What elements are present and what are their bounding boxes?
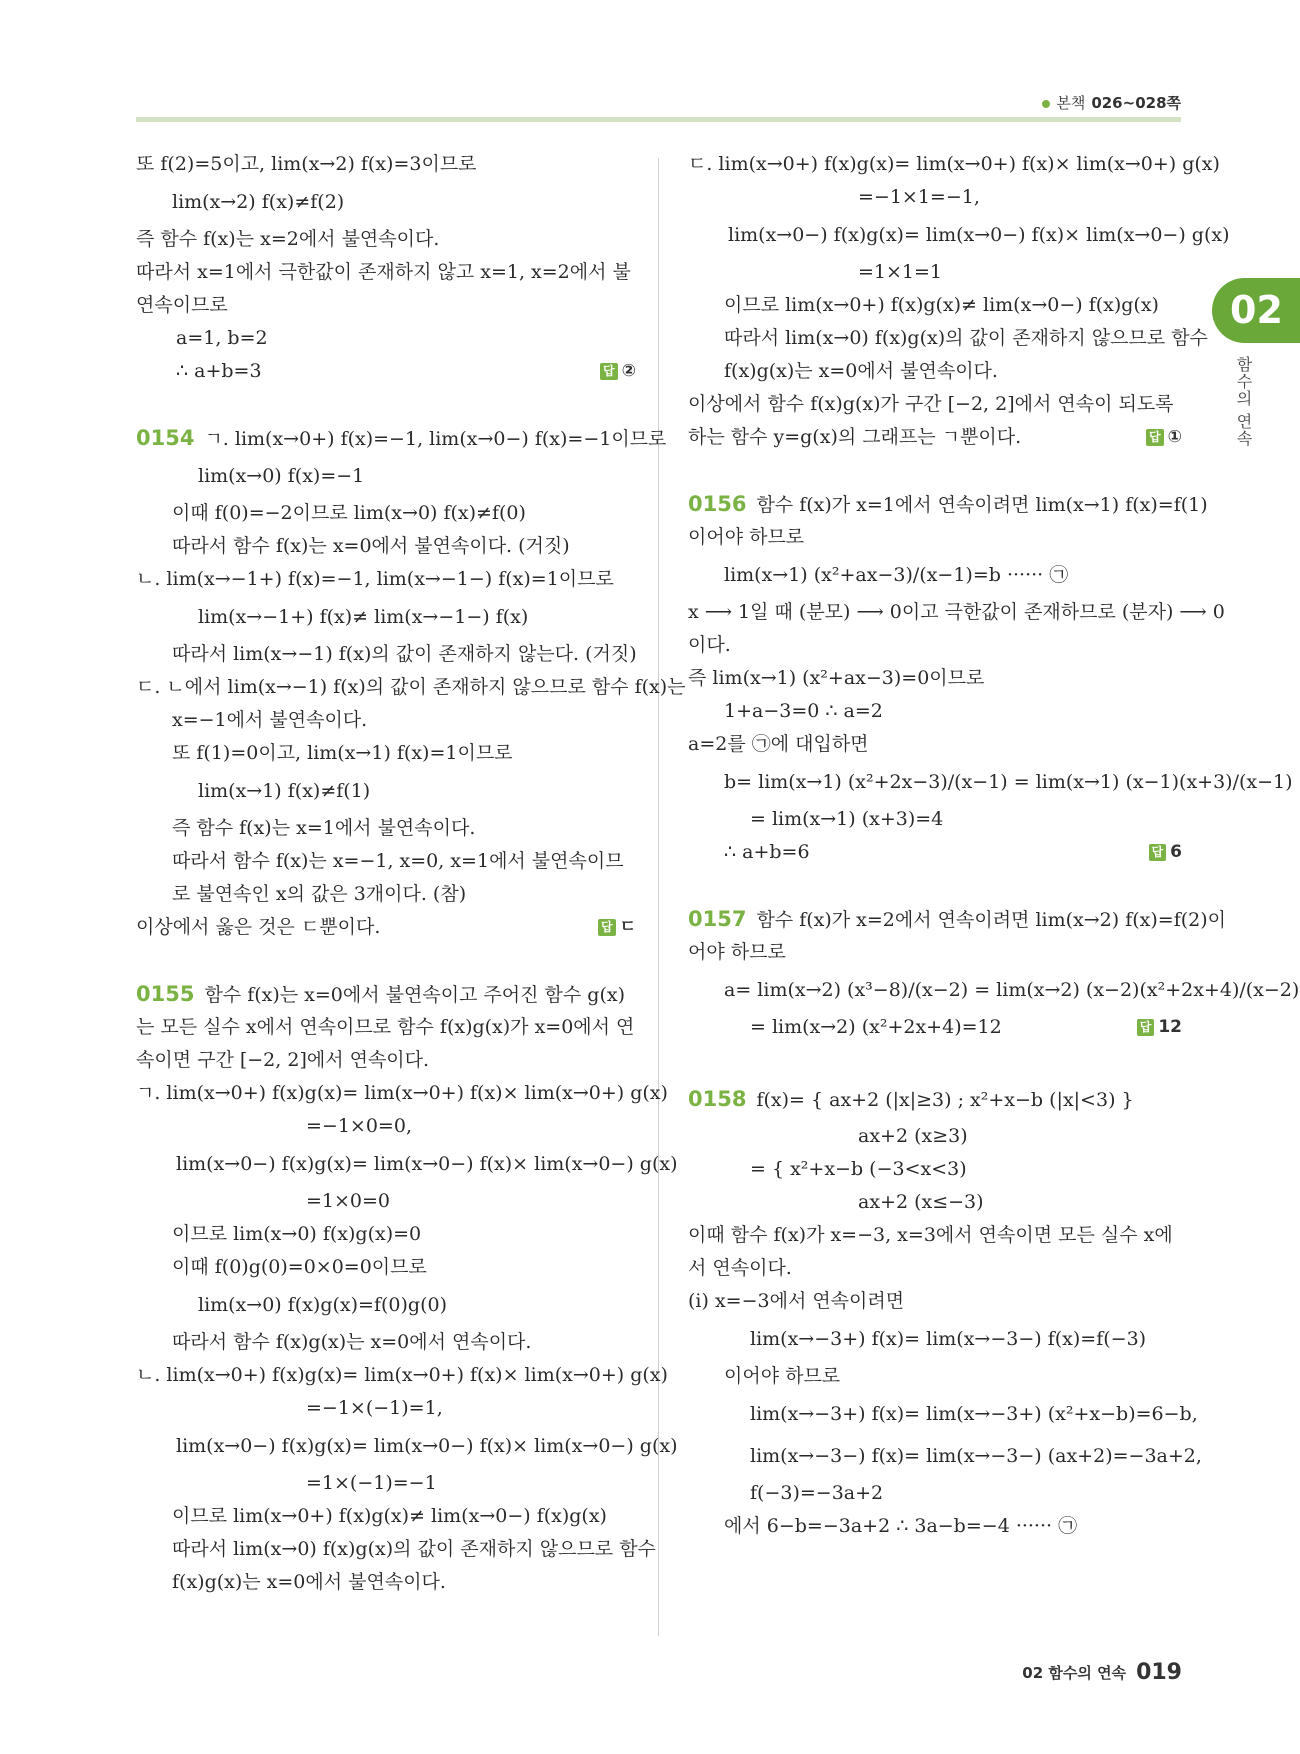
line-text: f(x)= { ax+2 (|x|≥3) ; x²+x−b (|x|<3) } (756, 1089, 1134, 1111)
answer-badge-icon: 답 (1137, 1019, 1155, 1036)
text-line (688, 728, 1182, 761)
text-line (688, 836, 1182, 869)
text-line (136, 596, 636, 638)
problem-number: 0156 (688, 492, 747, 516)
text-line (688, 803, 1182, 836)
text-line (688, 289, 1182, 322)
line-text: (ⅰ) x=−3에서 연속이려면 (688, 1290, 905, 1312)
text-line (688, 1285, 1182, 1318)
problem-number: 0155 (136, 982, 195, 1006)
answer-value: 12 (1158, 1017, 1182, 1037)
line-text: lim(x→1) (x²+ax−3)/(x−1)=b ······ ㉠ (724, 564, 1069, 586)
line-text: 즉 함수 f(x)는 x=2에서 불연속이다. (136, 228, 440, 250)
text-line (136, 563, 636, 596)
line-text: = lim(x→1) (x+3)=4 (750, 808, 944, 830)
text-line (136, 770, 636, 812)
column-divider (658, 158, 659, 1636)
line-text: lim(x→0) f(x)g(x)=f(0)g(0) (198, 1294, 447, 1316)
answer-marker (1146, 421, 1182, 454)
line-text: ax+2 (x≥3) (858, 1125, 968, 1147)
line-text: 어야 하므로 (688, 941, 786, 963)
left-column (136, 148, 686, 1599)
text-line (688, 903, 1226, 936)
text-line (136, 322, 636, 355)
text-line (688, 1477, 1182, 1510)
text-line (136, 1011, 636, 1044)
text-line (688, 596, 1225, 629)
bullet-icon (1042, 100, 1050, 108)
text-line (688, 521, 1182, 554)
text-line (136, 1251, 636, 1284)
text-line (136, 1566, 636, 1599)
text-line (136, 1110, 636, 1143)
answer-marker (600, 355, 636, 388)
text-line (688, 214, 1230, 256)
text-line (136, 978, 636, 1011)
answer-badge-icon: 답 (1149, 844, 1167, 861)
text-line (688, 1393, 1198, 1435)
line-text: =−1×1=−1, (858, 186, 980, 208)
text-line (136, 1533, 656, 1566)
text-line (688, 1435, 1202, 1477)
text-line (136, 148, 636, 181)
line-text: 이때 f(0)=−2이므로 lim(x→0) f(x)≠f(0) (172, 502, 526, 524)
line-text: x ⟶ 1일 때 (분모) ⟶ 0이고 극한값이 존재하므로 (분자) ⟶ 0 (688, 601, 1225, 623)
answer-marker (598, 911, 636, 944)
line-text: 따라서 x=1에서 극한값이 존재하지 않고 x=1, x=2에서 불 (136, 261, 631, 283)
line-text: 에서 6−b=−3a+2 ∴ 3a−b=−4 ······ ㉠ (724, 1515, 1078, 1537)
line-text: =1×1=1 (858, 261, 943, 283)
line-text: 이다. (688, 634, 731, 656)
line-text: x=−1에서 불연속이다. (172, 709, 368, 731)
text-line (136, 1185, 636, 1218)
line-text: 따라서 함수 f(x)g(x)는 x=0에서 연속이다. (172, 1331, 532, 1353)
text-line (688, 662, 1182, 695)
line-text: 따라서 함수 f(x)는 x=0에서 불연속이다. (거짓) (172, 535, 570, 557)
header-reference-label: 본책 (1056, 94, 1086, 112)
line-text: 이므로 lim(x→0+) f(x)g(x)≠ lim(x→0−) f(x)g(x) (172, 1505, 607, 1527)
text-line (136, 1467, 636, 1500)
line-text: a=2를 ㉠에 대입하면 (688, 733, 869, 755)
text-line (688, 388, 1182, 421)
line-text: 이때 f(0)g(0)=0×0=0이므로 (172, 1256, 427, 1278)
line-text: ㄱ. lim(x→0+) f(x)g(x)= lim(x→0+) f(x)× lim(x→0+) g(x) (136, 1082, 668, 1104)
text-line (688, 488, 1208, 521)
text-line (136, 181, 636, 223)
line-text: 이때 함수 f(x)가 x=−3, x=3에서 연속이면 모든 실수 x에 (688, 1224, 1173, 1246)
text-line (688, 1510, 1182, 1543)
line-text: = { x²+x−b (−3<x<3) (750, 1158, 967, 1180)
line-text: lim(x→−3+) f(x)= lim(x→−3−) f(x)=f(−3) (750, 1328, 1147, 1350)
answer-value: ② (621, 361, 636, 381)
text-line (136, 1359, 668, 1392)
line-text: 따라서 lim(x→0) f(x)g(x)의 값이 존재하지 않으므로 함수 (172, 1538, 656, 1560)
answer-value: ㄷ (619, 917, 636, 937)
text-line (688, 181, 1182, 214)
text-line (136, 812, 636, 845)
text-line (136, 497, 636, 530)
text-line (688, 355, 1182, 388)
text-line (688, 936, 1182, 969)
line-text: 즉 lim(x→1) (x²+ax−3)=0이므로 (688, 667, 985, 689)
line-text: 로 불연속인 x의 값은 3개이다. (참) (172, 883, 467, 905)
line-text: 이므로 lim(x→0+) f(x)g(x)≠ lim(x→0−) f(x)g(x) (724, 294, 1159, 316)
text-line (688, 256, 1182, 289)
line-text: 이어야 하므로 (724, 1365, 841, 1387)
line-text: a=1, b=2 (176, 327, 268, 349)
line-text: lim(x→−3−) f(x)= lim(x→−3−) (ax+2)=−3a+2, (750, 1445, 1202, 1467)
line-text: 따라서 lim(x→0) f(x)g(x)의 값이 존재하지 않으므로 함수 (724, 327, 1208, 349)
line-text: ㄷ. ㄴ에서 lim(x→−1) f(x)의 값이 존재하지 않으므로 함수 f(x)는 (136, 676, 686, 698)
line-text: 이상에서 옳은 것은 ㄷ뿐이다. (136, 916, 381, 938)
line-text: lim(x→0−) f(x)g(x)= lim(x→0−) f(x)× lim(x→0−) g(x) (728, 224, 1230, 246)
line-text: ax+2 (x≤−3) (858, 1191, 984, 1213)
line-text: 이므로 lim(x→0) f(x)g(x)=0 (172, 1223, 422, 1245)
text-line (136, 455, 636, 497)
header-rule (136, 117, 1181, 122)
text-line (688, 695, 1182, 728)
text-line (136, 256, 636, 289)
line-text: =−1×0=0, (306, 1115, 412, 1137)
text-line (688, 1219, 1182, 1252)
text-line (136, 422, 667, 455)
footer-chapter-label: 02 함수의 연속 (1022, 1664, 1127, 1682)
text-line (136, 845, 636, 878)
line-text: = lim(x→2) (x²+2x+4)=12 (750, 1016, 1002, 1038)
text-line (688, 1078, 1182, 1120)
text-line (688, 1252, 1182, 1285)
text-line (136, 355, 636, 388)
line-text: 1+a−3=0 ∴ a=2 (724, 700, 883, 722)
text-line (136, 911, 636, 944)
line-text: =1×0=0 (306, 1190, 391, 1212)
text-line (688, 1153, 1182, 1186)
line-text: lim(x→−1+) f(x)≠ lim(x→−1−) f(x) (198, 606, 529, 628)
header-reference-pages: 026~028쪽 (1091, 94, 1181, 112)
answer-marker (1137, 1011, 1182, 1044)
text-line (136, 737, 636, 770)
text-line (136, 878, 636, 911)
line-text: =−1×(−1)=1, (306, 1397, 443, 1419)
text-line (688, 761, 1293, 803)
text-line (688, 554, 1182, 596)
text-line (136, 289, 636, 322)
line-text: lim(x→0−) f(x)g(x)= lim(x→0−) f(x)× lim(x→0−) g(x) (176, 1435, 678, 1457)
line-text: lim(x→1) f(x)≠f(1) (198, 780, 371, 802)
line-text: =1×(−1)=−1 (306, 1472, 437, 1494)
line-text: ㄷ. lim(x→0+) f(x)g(x)= lim(x→0+) f(x)× lim(x→0+) g(x) (688, 153, 1220, 175)
text-line (688, 1318, 1182, 1360)
text-line (136, 1044, 636, 1077)
text-line (136, 704, 636, 737)
line-text: 하는 함수 y=g(x)의 그래프는 ㄱ뿐이다. (688, 426, 1022, 448)
text-line (688, 969, 1300, 1011)
chapter-tab: 02 (1212, 278, 1300, 343)
text-line (688, 1186, 1182, 1219)
line-text: 또 f(1)=0이고, lim(x→1) f(x)=1이므로 (172, 742, 513, 764)
text-line (688, 322, 1208, 355)
answer-badge-icon: 답 (600, 363, 618, 380)
header-page-reference (1042, 92, 1181, 113)
line-text: a= lim(x→2) (x³−8)/(x−2) = lim(x→2) (x−2)(x²+2x+4)/(x−2) (724, 979, 1300, 1001)
text-line (136, 1077, 668, 1110)
line-text: lim(x→−3+) f(x)= lim(x→−3+) (x²+x−b)=6−b, (750, 1403, 1198, 1425)
answer-badge-icon: 답 (1146, 429, 1164, 446)
text-line (688, 1011, 1182, 1044)
line-text: 따라서 lim(x→−1) f(x)의 값이 존재하지 않는다. (거짓) (172, 643, 637, 665)
problem-number: 0158 (688, 1087, 747, 1111)
line-text: 즉 함수 f(x)는 x=1에서 불연속이다. (172, 817, 476, 839)
answer-value: 6 (1170, 842, 1182, 862)
text-line (136, 1326, 636, 1359)
line-text: ㄴ. lim(x→−1+) f(x)=−1, lim(x→−1−) f(x)=1이므로 (136, 568, 614, 590)
page-footer (1022, 1660, 1182, 1685)
text-line (136, 223, 636, 256)
problem-number: 0154 (136, 426, 195, 450)
line-text: 함수 f(x)가 x=2에서 연속이려면 lim(x→2) f(x)=f(2)이 (756, 909, 1226, 931)
line-text: 함수 f(x)는 x=0에서 불연속이고 주어진 함수 g(x) (204, 984, 626, 1006)
line-text: 따라서 함수 f(x)는 x=−1, x=0, x=1에서 불연속이므 (172, 850, 624, 872)
answer-marker (1149, 836, 1182, 869)
text-line (688, 421, 1182, 454)
text-line (136, 530, 636, 563)
line-text: 는 모든 실수 x에서 연속이므로 함수 f(x)g(x)가 x=0에서 연 (136, 1016, 635, 1038)
text-line (136, 1500, 636, 1533)
text-line (688, 1360, 1182, 1393)
text-line (136, 1284, 636, 1326)
chapter-side-title: 함수의 연속 (1234, 356, 1253, 448)
text-line (136, 1425, 678, 1467)
line-text: 연속이므로 (136, 294, 228, 316)
line-text: f(x)g(x)는 x=0에서 불연속이다. (724, 360, 998, 382)
line-text: 이상에서 함수 f(x)g(x)가 구간 [−2, 2]에서 연속이 되도록 (688, 393, 1174, 415)
answer-value: ① (1167, 427, 1182, 447)
line-text: ∴ a+b=6 (724, 841, 810, 863)
line-text: 함수 f(x)가 x=1에서 연속이려면 lim(x→1) f(x)=f(1) (756, 494, 1208, 516)
line-text: ∴ a+b=3 (176, 360, 262, 382)
answer-badge-icon: 답 (598, 919, 616, 936)
line-text: f(x)g(x)는 x=0에서 불연속이다. (172, 1571, 446, 1593)
text-line (688, 148, 1220, 181)
text-line (136, 1392, 636, 1425)
text-line (136, 671, 686, 704)
text-line (136, 638, 636, 671)
line-text: lim(x→2) f(x)≠f(2) (172, 191, 345, 213)
line-text: ㄴ. lim(x→0+) f(x)g(x)= lim(x→0+) f(x)× lim(x→0+) g(x) (136, 1364, 668, 1386)
line-text: lim(x→0−) f(x)g(x)= lim(x→0−) f(x)× lim(x→0−) g(x) (176, 1153, 678, 1175)
text-line (688, 1120, 1182, 1153)
line-text: 이어야 하므로 (688, 526, 805, 548)
page-number: 019 (1136, 1660, 1182, 1685)
line-text: 또 f(2)=5이고, lim(x→2) f(x)=3이므로 (136, 153, 477, 175)
line-text: lim(x→0) f(x)=−1 (198, 465, 365, 487)
text-line (688, 629, 1182, 662)
line-text: b= lim(x→1) (x²+2x−3)/(x−1) = lim(x→1) (x−1)(x+3)/(x−1) (724, 771, 1293, 793)
line-text: 속이면 구간 [−2, 2]에서 연속이다. (136, 1049, 430, 1071)
line-text: 서 연속이다. (688, 1257, 792, 1279)
line-text: f(−3)=−3a+2 (750, 1482, 884, 1504)
line-text: ㄱ. lim(x→0+) f(x)=−1, lim(x→0−) f(x)=−1이므로 (204, 428, 667, 450)
text-line (136, 1143, 678, 1185)
text-line (136, 1218, 636, 1251)
problem-number: 0157 (688, 907, 747, 931)
